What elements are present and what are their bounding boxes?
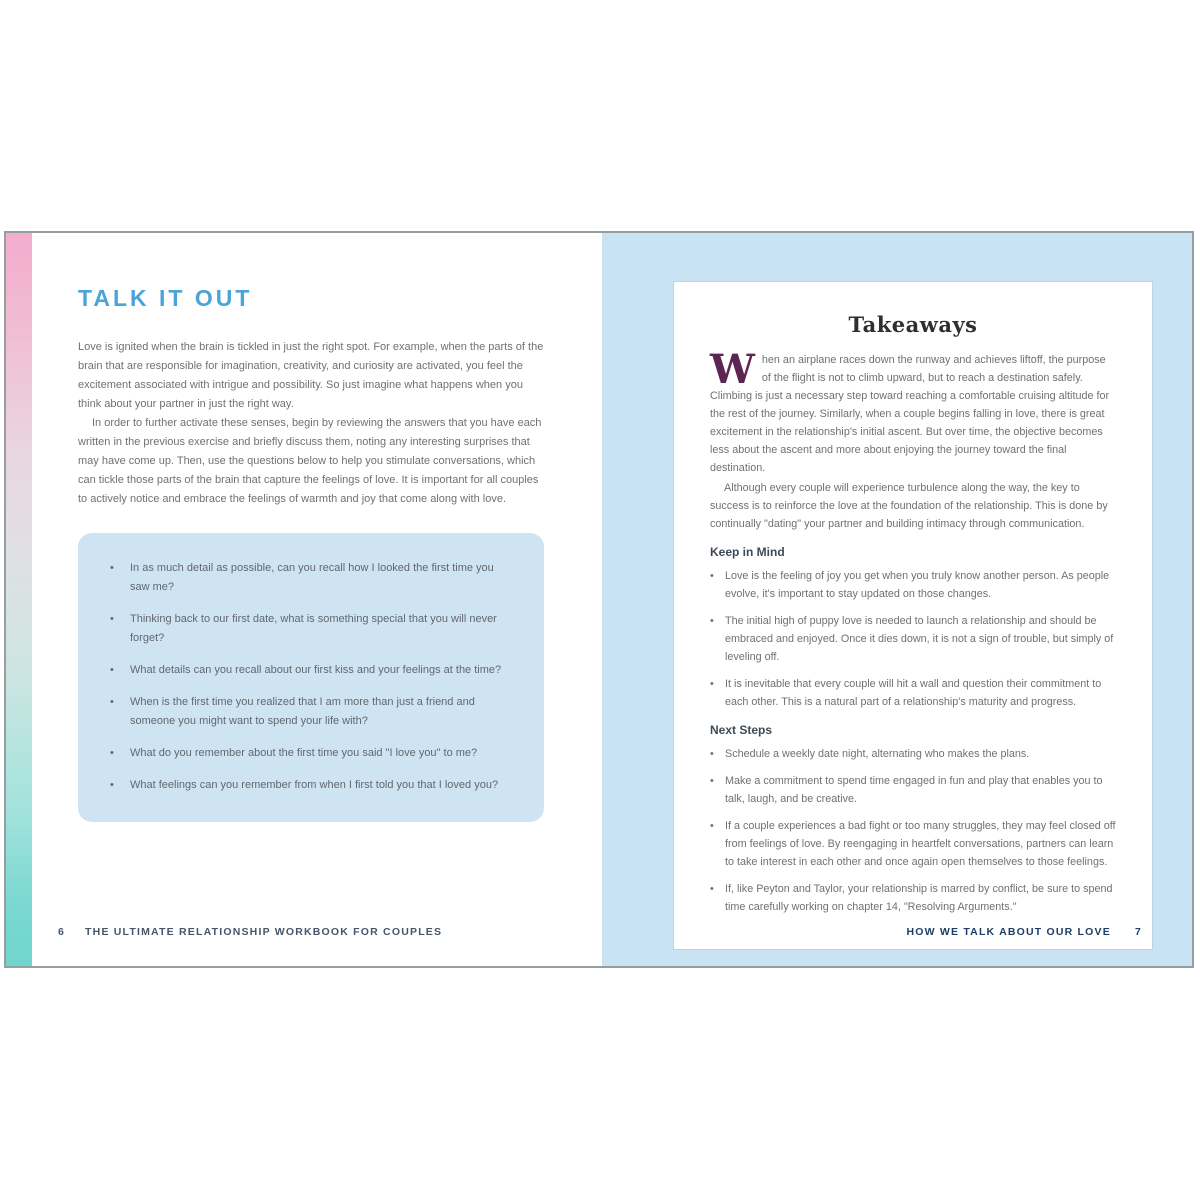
page-edge-gradient (6, 233, 32, 966)
next-step-text: Schedule a weekly date night, alternating who makes the plans. (725, 748, 1030, 760)
section-title: TALK IT OUT (78, 285, 253, 311)
running-book-title: THE ULTIMATE RELATIONSHIP WORKBOOK FOR COUPLES (85, 926, 443, 938)
next-steps-heading: Next Steps (710, 723, 773, 737)
book-spread (4, 231, 1194, 968)
paragraph: In order to further activate these senses, begin by reviewing the answers that you have each written in the previous exercise and briefly discuss them, noting any interesting surprises that may have come up. Then, use the questions below to help you stimulate conversations, which can tickle those parts of the brain that capture the feelings of love. It is important for all couples to actively notice and embrace the feelings of warmth and joy that come along with love. (78, 417, 542, 505)
bullet-icon: • (710, 570, 714, 582)
bullet-icon: • (110, 613, 114, 625)
takeaway-text: The initial high of puppy love is needed to launch a relationship and should be embraced and enjoyed. Once it dies down, it is not a sign of trouble, but simply of leveling off. (725, 615, 1114, 663)
bullet-icon: • (110, 696, 114, 708)
question-item (110, 693, 516, 731)
next-step-item (710, 745, 1116, 763)
right-page (602, 233, 1192, 966)
takeaways-card (674, 282, 1152, 949)
question-item (110, 776, 516, 795)
questions-box (78, 533, 544, 822)
bullet-icon: • (110, 747, 114, 759)
bullet-icon: • (710, 615, 714, 627)
next-step-text: If a couple experiences a bad fight or too many struggles, they may feel closed off from feelings of love. By reengaging in heartfelt conversations, partners can learn to take interest in each other and once again open themselves to those feelings. (725, 820, 1116, 868)
bullet-icon: • (110, 779, 114, 791)
intro-text: hen an airplane races down the runway and achieves liftoff, the purpose of the flight is not to climb upward, but to reach a destination safely. Climbing is just a necessary step toward reaching a comfortable cruising altitude for the rest of the journey. Similarly, when a couple begins falling in love, there is great excitement in the relationship's initial ascent. But over time, the objective becomes less about the ascent and more about enjoying the journey toward the final destination. (710, 354, 1110, 474)
bullet-icon: • (710, 820, 714, 832)
next-step-text: Make a commitment to spend time engaged in fun and play that enables you to talk, laugh, and be creative. (725, 775, 1103, 805)
next-step-item (710, 880, 1116, 916)
takeaway-item (710, 675, 1116, 711)
bullet-icon: • (710, 678, 714, 690)
left-page-content (78, 285, 544, 509)
question-text: In as much detail as possible, can you recall how I looked the first time you saw me? (130, 562, 494, 593)
bullet-icon: • (110, 562, 114, 574)
takeaways-intro-paragraph (710, 346, 1116, 477)
question-text: What details can you recall about our first kiss and your feelings at the time? (130, 664, 502, 676)
question-text: What do you remember about the first time you said "I love you" to me? (130, 747, 478, 759)
question-text: Thinking back to our first date, what is something special that you will never forget? (130, 613, 497, 644)
page-number: 6 (58, 926, 66, 938)
takeaway-item (710, 612, 1116, 666)
left-page (6, 233, 602, 966)
bullet-icon: • (710, 883, 714, 895)
question-text: When is the first time you realized that I am more than just a friend and someone you might want to spend your life with? (130, 696, 475, 727)
takeaway-text: It is inevitable that every couple will hit a wall and question their commitment to each other. This is a natural part of a relationship's maturity and progress. (725, 678, 1102, 708)
left-page-footer (58, 926, 442, 938)
question-item (110, 610, 516, 648)
next-step-item (710, 817, 1116, 871)
paragraph: Love is ignited when the brain is tickled in just the right spot. For example, when the parts of the brain that are responsible for imagination, creativity, and curiosity are activated, you feel the excitement associated with intrigue and possibility. So just imagine what happens when you think about your partner in just the right way. (78, 341, 544, 410)
page-number: 7 (1134, 926, 1142, 938)
running-chapter-title: HOW WE TALK ABOUT OUR LOVE (906, 926, 1111, 938)
intro-copy (78, 338, 544, 509)
right-page-footer (907, 926, 1142, 938)
bullet-icon: • (710, 775, 714, 787)
takeaway-text: Love is the feeling of joy you get when you truly know another person. As people evolve, it's important to stay updated on those changes. (725, 570, 1110, 600)
question-text: What feelings can you remember from when I first told you that I loved you? (130, 779, 499, 791)
next-step-text: If, like Peyton and Taylor, your relationship is marred by conflict, be sure to spend time carefully working on chapter 14, "Resolving Arguments." (725, 883, 1113, 913)
question-item (110, 744, 516, 763)
takeaways-intro-paragraph: Although every couple will experience turbulence along the way, the key to success is to reinforce the love at the foundation of the relationship. This is done by continually "dating" your partner and building intimacy through communication. (710, 482, 1108, 530)
takeaways-title: Takeaways (848, 312, 978, 337)
takeaway-item (710, 567, 1116, 603)
bullet-icon: • (110, 664, 114, 676)
question-item (110, 559, 516, 597)
keep-in-mind-heading: Keep in Mind (710, 545, 785, 559)
bullet-icon: • (710, 748, 714, 760)
next-step-item (710, 772, 1116, 808)
drop-cap: W (710, 346, 755, 393)
question-item (110, 661, 516, 680)
